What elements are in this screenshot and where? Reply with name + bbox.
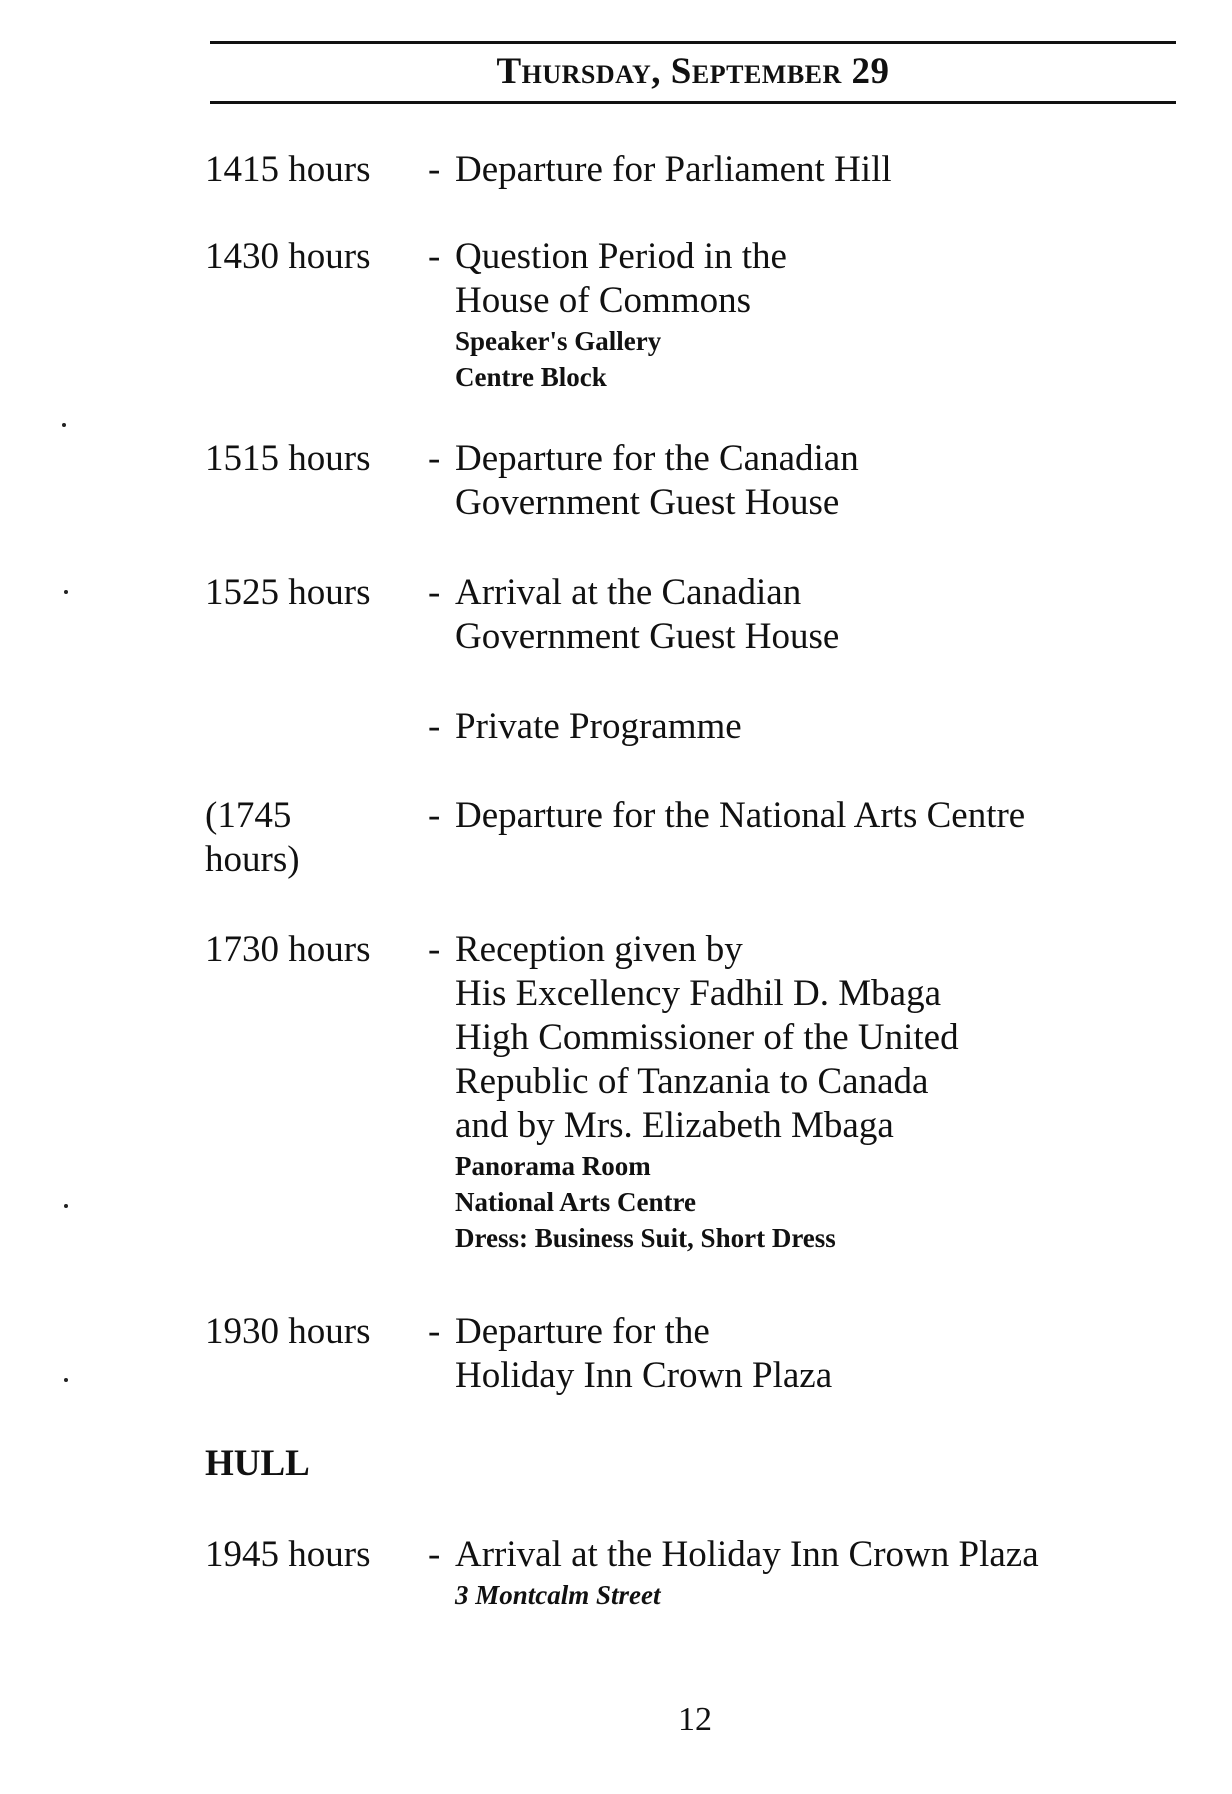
entry-description-line: Arrival at the Holiday Inn Crown Plaza	[455, 1534, 1039, 1575]
scan-speck	[64, 590, 68, 594]
scan-speck	[62, 423, 66, 427]
scan-speck	[64, 1204, 68, 1208]
entry-location-detail: Centre Block	[455, 362, 607, 392]
entry-description-line: House of Commons	[455, 280, 751, 321]
entry-description	[455, 794, 1195, 838]
entry-time: 1945 hours	[205, 1534, 371, 1575]
entry-description	[455, 148, 1195, 192]
entry-description	[455, 928, 1195, 1256]
entry-dash: -	[428, 236, 441, 277]
entry-address-detail: 3 Montcalm Street	[455, 1580, 661, 1610]
entry-description-line: Government Guest House	[455, 482, 840, 523]
entry-location-detail: Speaker's Gallery	[455, 326, 662, 356]
entry-time: 1930 hours	[205, 1311, 371, 1352]
entry-description	[455, 437, 1195, 525]
entry-description-line: High Commissioner of the United	[455, 1017, 959, 1058]
entry-dash: -	[428, 1311, 441, 1352]
entry-description-line: Departure for the Canadian	[455, 438, 859, 479]
entry-description-line: Question Period in the	[455, 236, 787, 277]
entry-time: 1730 hours	[205, 929, 371, 970]
entry-time: 1430 hours	[205, 236, 371, 277]
page-number: 12	[678, 1701, 712, 1738]
entry-dash: -	[428, 1534, 441, 1575]
entry-location-detail: National Arts Centre	[455, 1187, 696, 1217]
entry-description-line: Departure for the	[455, 1311, 710, 1352]
header-bottom-rule	[210, 101, 1176, 104]
entry-description	[455, 705, 1195, 749]
entry-dash: -	[428, 572, 441, 613]
entry-time: 1415 hours	[205, 149, 371, 190]
entry-description-line: and by Mrs. Elizabeth Mbaga	[455, 1105, 894, 1146]
entry-location-detail: Panorama Room	[455, 1151, 651, 1181]
entry-dress-code: Dress: Business Suit, Short Dress	[455, 1223, 836, 1253]
header-top-rule	[210, 41, 1176, 44]
entry-description	[455, 1310, 1195, 1398]
entry-description-line: Republic of Tanzania to Canada	[455, 1061, 929, 1102]
entry-description-line: Arrival at the Canadian	[455, 572, 802, 613]
entry-time: (1745 hours)	[205, 795, 300, 880]
entry-time: 1515 hours	[205, 438, 371, 479]
entry-description	[455, 1533, 1195, 1613]
entry-description-line: Departure for Parliament Hill	[455, 149, 892, 190]
entry-description	[455, 571, 1195, 659]
entry-description-line: Private Programme	[455, 706, 742, 747]
entry-description-line: Departure for the National Arts Centre	[455, 795, 1026, 836]
entry-description-line: His Excellency Fadhil D. Mbaga	[455, 973, 942, 1014]
page-title: Thursday, September 29	[496, 51, 890, 92]
entry-dash: -	[428, 149, 441, 190]
entry-description	[455, 235, 1195, 395]
entry-time: 1525 hours	[205, 572, 371, 613]
entry-description-line: Holiday Inn Crown Plaza	[455, 1355, 833, 1396]
scan-speck	[64, 1378, 68, 1382]
entry-dash: -	[428, 706, 441, 747]
section-heading: HULL	[205, 1443, 310, 1484]
entry-dash: -	[428, 438, 441, 479]
entry-dash: -	[428, 795, 441, 836]
entry-description-line: Government Guest House	[455, 616, 840, 657]
entry-description-line: Reception given by	[455, 929, 743, 970]
entry-dash: -	[428, 929, 441, 970]
